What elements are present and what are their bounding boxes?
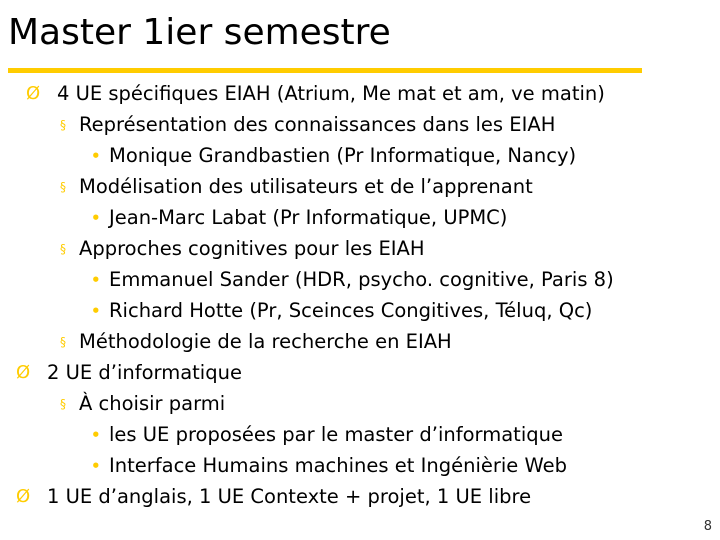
list-item-text: Méthodologie de la recherche en EIAH xyxy=(79,330,452,353)
list-item-choisir xyxy=(60,388,226,420)
list-item-ue-anglais xyxy=(16,481,532,513)
square-bullet-icon: § xyxy=(60,242,66,256)
list-item-ihm-web xyxy=(91,450,568,482)
list-item-text: Monique Grandbastien (Pr Informatique, Nancy) xyxy=(109,144,577,167)
list-item-text: Richard Hotte (Pr, Sceinces Congitives, Téluq, Qc) xyxy=(109,299,593,322)
arrow-bullet-icon: Ø xyxy=(26,83,41,104)
square-bullet-icon: § xyxy=(60,180,66,194)
dot-bullet-icon: • xyxy=(91,457,101,475)
dot-bullet-icon: • xyxy=(91,426,101,444)
page-number: 8 xyxy=(703,519,712,534)
square-bullet-icon: § xyxy=(60,335,66,349)
list-item-grandbastien xyxy=(91,140,577,172)
list-item-methodologie xyxy=(60,326,452,358)
dot-bullet-icon: • xyxy=(91,147,101,165)
title-underline xyxy=(8,68,642,73)
list-item-labat xyxy=(91,202,508,234)
dot-bullet-icon: • xyxy=(91,209,101,227)
list-item-text: Emmanuel Sander (HDR, psycho. cognitive, Paris 8) xyxy=(109,268,614,291)
slide-title: Master 1ier semestre xyxy=(8,12,391,53)
list-item-ue-informatique xyxy=(16,357,242,389)
list-item-approches xyxy=(60,233,425,265)
list-item-text: Jean-Marc Labat (Pr Informatique, UPMC) xyxy=(109,206,508,229)
list-item-text: Représentation des connaissances dans les EIAH xyxy=(79,113,556,136)
list-item-ue-master xyxy=(91,419,563,451)
list-item-text: Interface Humains machines et Ingénièrie Web xyxy=(109,454,568,477)
list-item-modelisation xyxy=(60,171,533,203)
arrow-bullet-icon: Ø xyxy=(16,362,31,383)
list-item-text: les UE proposées par le master d’informatique xyxy=(109,423,563,446)
list-item-text: 4 UE spécifiques EIAH (Atrium, Me mat et am, ve matin) xyxy=(57,82,605,105)
arrow-bullet-icon: Ø xyxy=(16,486,31,507)
list-item-text: Modélisation des utilisateurs et de l’apprenant xyxy=(79,175,533,198)
square-bullet-icon: § xyxy=(60,118,66,132)
list-item-text: Approches cognitives pour les EIAH xyxy=(79,237,425,260)
dot-bullet-icon: • xyxy=(91,271,101,289)
list-item-text: 2 UE d’informatique xyxy=(47,361,242,384)
list-item-text: 1 UE d’anglais, 1 UE Contexte + projet, 1 UE libre xyxy=(47,485,532,508)
list-item-representation xyxy=(60,109,556,141)
square-bullet-icon: § xyxy=(60,397,66,411)
list-item-hotte xyxy=(91,295,593,327)
list-item-text: À choisir parmi xyxy=(79,392,226,415)
dot-bullet-icon: • xyxy=(91,302,101,320)
list-item-ue-specifiques xyxy=(26,78,605,110)
list-item-sander xyxy=(91,264,614,296)
